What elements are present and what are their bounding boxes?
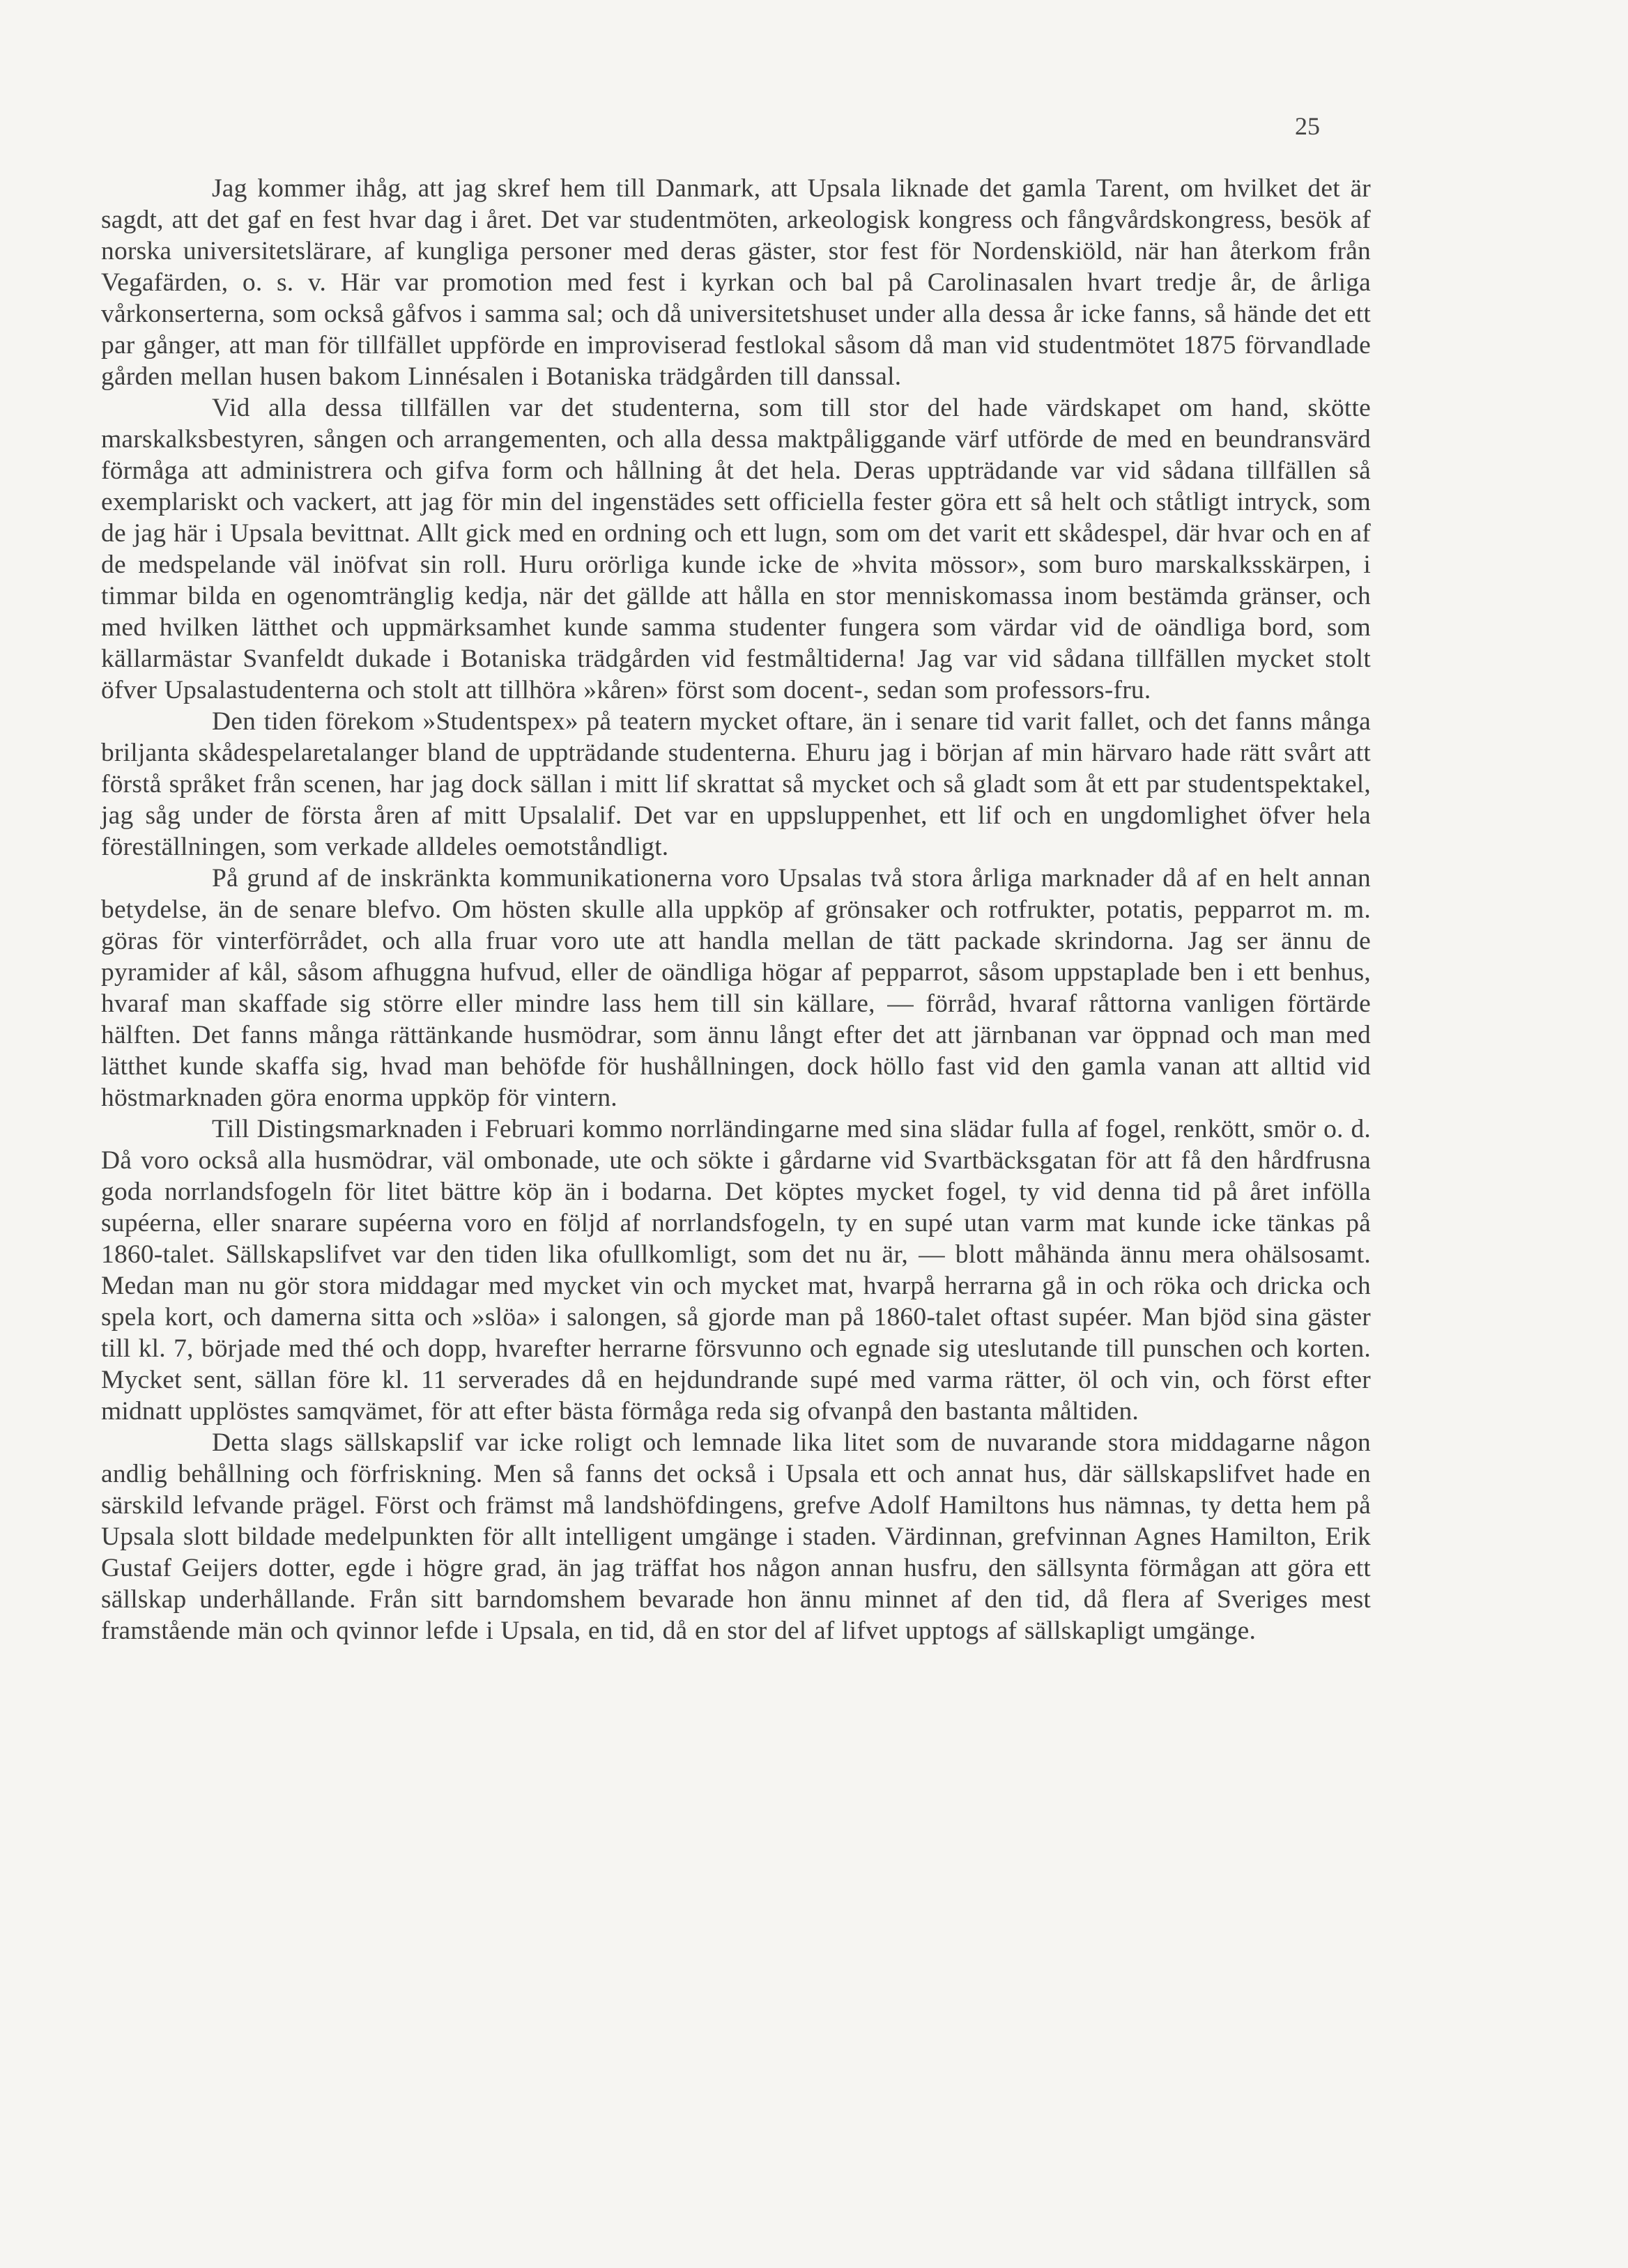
paragraph: Detta slags sällskapslif var icke roligt och lemnade lika litet som de nuvarande stora middagarne någon andlig behållning och förfriskning. Men så fanns det också i Upsala ett och annat hus, där sällskapslifvet hade en särskild lefvande prägel. Först och främst må landshöfdingens, grefve Adolf Hamiltons hus nämnas, ty detta hem på Upsala slott bildade medelpunkten för allt intelligent umgänge i staden. Värdinnan, grefvinnan Agnes Hamilton, Erik Gustaf Geijers dotter, egde i högre grad, än jag träffat hos någon annan husfru, den sällsynta förmågan att göra ett sällskap underhållande. Från sitt barndomshem bevarade hon ännu minnet af den tid, då flera af Sveriges mest framstående män och qvinnor lefde i Upsala, en tid, då en stor del af lifvet upptogs af sällskapligt umgänge.	[101, 1428, 1371, 1645]
paragraph: På grund af de inskränkta kommunikationerna voro Upsalas två stora årliga marknader då af en helt annan betydelse, än de senare blefvo. Om hösten skulle alla uppköp af grönsaker och rotfrukter, potatis, pepparrot m. m. göras för vinterförrådet, och alla fruar voro ute att handla mellan de tätt packade skrindorna. Jag ser ännu de pyramider af kål, såsom afhuggna hufvud, eller de oändliga högar af pepparrot, såsom uppstaplade ben i ett benhus, hvaraf man skaffade sig större eller mindre lass hem till sin källare, — förråd, hvaraf råttorna vanligen förtärde hälften. Det fanns många rättänkande husmödrar, som ännu långt efter det att järnbanan var öppnad och man med lätthet kunde skaffa sig, hvad man behöfde för hushållningen, dock höllo fast vid den gamla vanan att alltid vid höstmarknaden göra enorma uppköp för vintern.	[101, 864, 1371, 1112]
body-text	[101, 173, 1371, 1646]
paragraph: Den tiden förekom »Studentspex» på teatern mycket oftare, än i senare tid varit fallet, och det fanns många briljanta skådespelaretalanger bland de uppträdande studenterna. Ehuru jag i början af min härvaro hade rätt svårt att förstå språket från scenen, har jag dock sällan i mitt lif skrattat så mycket och så gladt som åt ett par studentspektakel, jag såg under de första åren af mitt Upsalalif. Det var en uppsluppenhet, ett lif och en ungdomlighet öfver hela föreställningen, som verkade alldeles oemotståndligt.	[101, 707, 1371, 861]
paragraph: Jag kommer ihåg, att jag skref hem till Danmark, att Upsala liknade det gamla Tarent, om hvilket det är sagdt, att det gaf en fest hvar dag i året. Det var studentmöten, arkeologisk kongress och fångvårdskongress, besök af norska universitetslärare, af kungliga personer med deras gäster, stor fest för Nordenskiöld, när han återkom från Vegafärden, o. s. v. Här var promotion med fest i kyrkan och bal på Carolinasalen hvart tredje år, de årliga vårkonserterna, som också gåfvos i samma sal; och då universitetshuset under alla dessa år icke fanns, så hände det ett par gånger, att man för tillfället uppförde en improviserad festlokal såsom då man vid studentmötet 1875 förvandlade gården mellan husen bakom Linnésalen i Botaniska trädgården till danssal.	[101, 174, 1371, 391]
paragraph: Vid alla dessa tillfällen var det studenterna, som till stor del hade värdskapet om hand, skötte marskalksbestyren, sången och arrangementen, och alla dessa maktpåliggande värf utförde de med en beundransvärd förmåga att administrera och gifva form och hållning åt det hela. Deras uppträdande var vid sådana tillfällen så exemplariskt och vackert, att jag för min del ingenstädes sett officiella fester göra ett så helt och ståtligt intryck, som de jag här i Upsala bevittnat. Allt gick med en ordning och ett lugn, som om det varit ett skådespel, där hvar och en af de medspelande väl inöfvat sin roll. Huru orörliga kunde icke de »hvita mössor», som buro marskalksskärpen, i timmar bilda en ogenomtränglig kedja, när det gällde att hålla en stor menniskomassa inom bestämda gränser, och med hvilken lätthet och uppmärksamhet kunde samma studenter fungera som värdar vid de oändliga bord, som källarmästar Svanfeldt dukade i Botaniska trädgården vid festmåltiderna! Jag var vid sådana tillfällen mycket stolt öfver Upsalastudenterna och stolt att tillhöra »kåren» först som docent-, sedan som professors-fru.	[101, 394, 1371, 704]
paragraph: Till Distingsmarknaden i Februari kommo norrländingarne med sina slädar fulla af fogel, renkött, smör o. d. Då voro också alla husmödrar, väl ombonade, ute och sökte i gårdarne vid Svartbäcksgatan för att få den hårdfrusna goda norrlandsfogeln för litet bättre köp än i bodarna. Det köptes mycket fogel, ty vid denna tid på året infölla supéerna, eller snarare supéerna voro en följd af norrlandsfogeln, ty en supé utan varm mat kunde icke tänkas på 1860-talet. Sällskapslifvet var den tiden lika ofullkomligt, som det nu är, — blott måhända ännu mera ohälsosamt. Medan man nu gör stora middagar med mycket vin och mycket mat, hvarpå herrarna gå in och röka och dricka och spela kort, och damerna sitta och »slöa» i salongen, så gjorde man på 1860-talet oftast supéer. Man bjöd sina gäster till kl. 7, började med thé och dopp, hvarefter herrarne försvunno och egnade sig uteslutande till punschen och korten. Mycket sent, sällan före kl. 11 serverades då en hejdundrande supé med varma rätter, öl och vin, och först efter midnatt upplöstes samqvämet, för att efter bästa förmåga reda sig ofvanpå den bastanta måltiden.	[101, 1115, 1371, 1426]
page-number: 25	[1295, 112, 1320, 140]
